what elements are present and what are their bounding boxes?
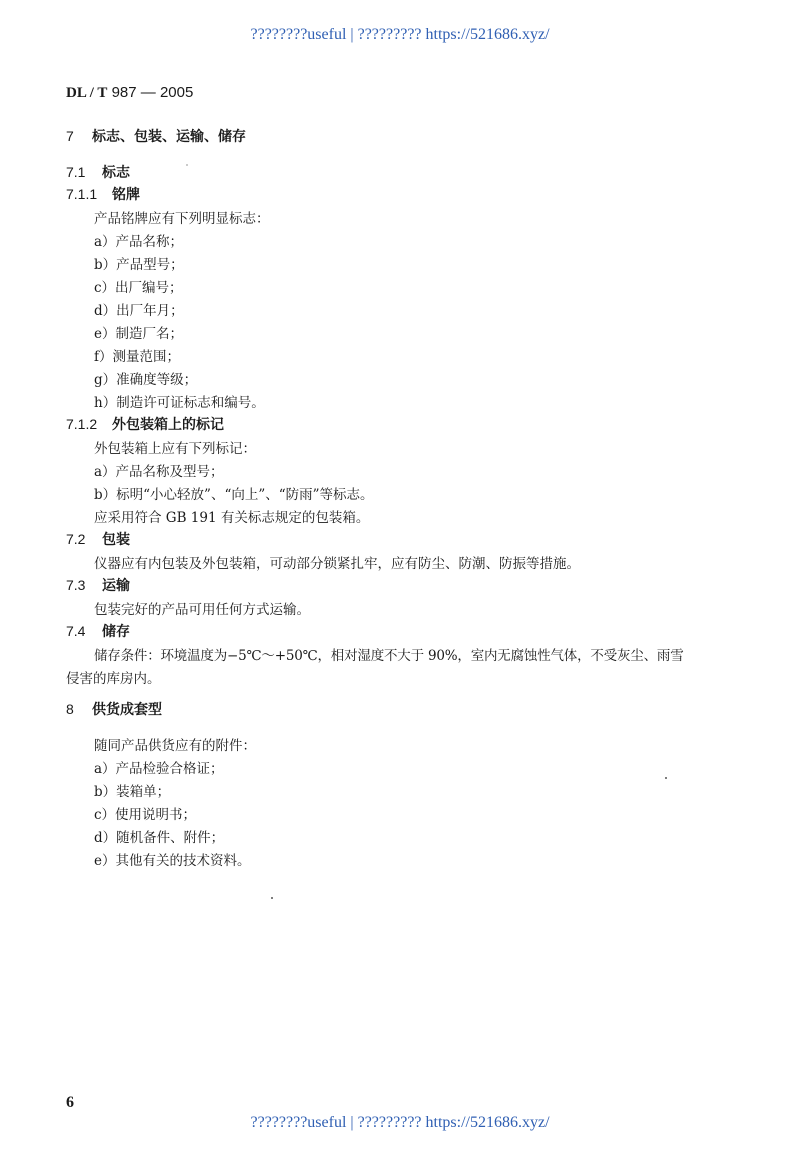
list-item: f）测量范围； [94, 349, 180, 365]
list-item: e）制造厂名； [94, 326, 183, 342]
watermark-bottom: ????????useful | ????????? https://521686.xyz/ [250, 1114, 550, 1131]
section-7-4-heading [66, 621, 130, 641]
list-item: c）使用说明书； [94, 807, 197, 823]
paragraph: 产品铭牌应有下列明显标志： [94, 211, 270, 227]
section-number: 8 [66, 701, 74, 717]
section-title: 标志 [102, 165, 130, 181]
watermark-top: ????????useful | ????????? https://521686.xyz/ [250, 26, 550, 43]
section-number: 7 [66, 128, 74, 144]
section-7-2-heading [66, 529, 130, 549]
list-item: b）标明“小心轻放”、“向上”、“防雨”等标志。 [94, 487, 374, 503]
paragraph: 外包装箱上应有下列标记： [94, 441, 256, 457]
section-title: 包装 [102, 532, 130, 548]
list-item: d）随机备件、附件； [94, 830, 225, 846]
paragraph: 储存条件：环境温度为−5℃～+50℃，相对湿度不大于 90%，室内无腐蚀性气体，不受灰尘、雨雪 [94, 648, 684, 664]
standard-prefix: DL / T [66, 85, 108, 101]
section-number: 7.3 [66, 577, 86, 593]
section-8-heading [66, 699, 162, 719]
section-number: 7.1.1 [66, 186, 98, 202]
section-title: 储存 [102, 624, 130, 640]
list-item: c）出厂编号； [94, 280, 183, 296]
paragraph: 随同产品供货应有的附件： [94, 738, 256, 754]
scan-speck [665, 777, 667, 779]
section-title: 标志、包装、运输、储存 [92, 129, 246, 145]
scan-speck [186, 164, 188, 166]
scan-speck [271, 897, 273, 899]
section-7-1-2-heading [66, 414, 224, 434]
list-item: h）制造许可证标志和编号。 [94, 395, 265, 411]
standard-code [66, 84, 193, 102]
list-item: a）产品名称； [94, 234, 184, 250]
paragraph-continued: 侵害的库房内。 [66, 671, 161, 687]
page-number: 6 [66, 1094, 74, 1111]
section-title: 铭牌 [112, 187, 140, 203]
paragraph: 应采用符合 GB 191 有关标志规定的包装箱。 [94, 510, 370, 526]
section-title: 供货成套型 [92, 702, 162, 718]
list-item: e）其他有关的技术资料。 [94, 853, 251, 869]
section-7-3-heading [66, 575, 130, 595]
list-item: b）产品型号； [94, 257, 184, 273]
paragraph: 包装完好的产品可用任何方式运输。 [94, 602, 310, 618]
section-number: 7.4 [66, 623, 86, 639]
section-number: 7.1 [66, 164, 86, 180]
section-7-1-1-heading [66, 184, 140, 204]
paragraph: 仪器应有内包装及外包装箱，可动部分锁紧扎牢，应有防尘、防潮、防振等措施。 [94, 556, 580, 572]
section-7-heading [66, 126, 246, 146]
list-item: g）准确度等级； [94, 372, 198, 388]
section-number: 7.1.2 [66, 416, 98, 432]
section-title: 运输 [102, 578, 130, 594]
standard-number: 987 — 2005 [111, 84, 194, 101]
section-number: 7.2 [66, 531, 86, 547]
list-item: d）出厂年月； [94, 303, 184, 319]
section-title: 外包装箱上的标记 [112, 417, 224, 433]
section-7-1-heading [66, 162, 130, 182]
list-item: a）产品检验合格证； [94, 761, 224, 777]
list-item: a）产品名称及型号； [94, 464, 224, 480]
list-item: b）装箱单； [94, 784, 171, 800]
